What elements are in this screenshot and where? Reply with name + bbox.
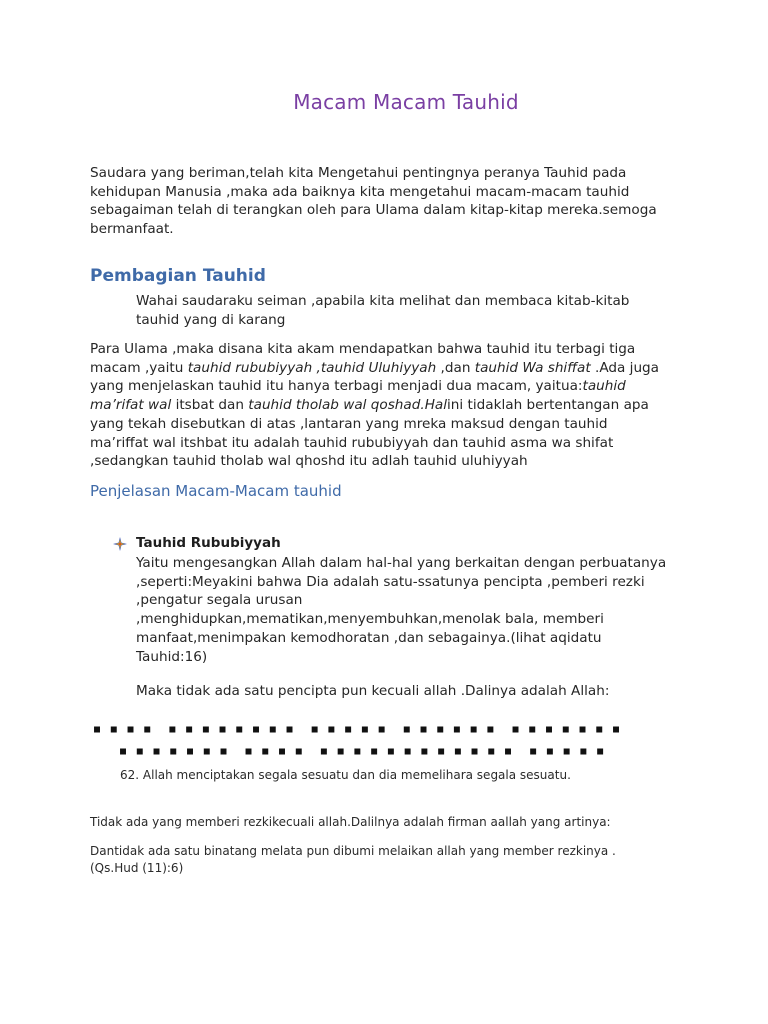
qs-hud-line: (Qs.Hud (11):6) [90, 861, 184, 875]
italic-span: ma’rifat wal [90, 397, 176, 414]
item-line: manfaat,menimpakan kemodhoratan ,dan sebagainya.(lihat aqidatu [136, 629, 602, 646]
item-line: ,seperti:Meyakini bahwa Dia adalah satu-ssatunya pencipta ,pemberi rezki [136, 573, 645, 590]
item-line: ,pengatur segala urusan [136, 592, 303, 609]
body-line [90, 377, 659, 396]
indented-paragraph [136, 292, 629, 329]
item-line: Tauhid:16) [136, 648, 208, 665]
body-line: Para Ulama ,maka disana kita akam mendapatkan bahwa tauhid itu terbagi tiga [90, 341, 636, 357]
item-line: Yaitu mengesangkan Allah dalam hal-hal yang berkaitan dengan perbuatanya [136, 555, 667, 571]
body-line: ma’riffat wal itshbat itu adalah tauhid rububiyyah dan tauhid asma wa shifat [90, 434, 614, 451]
document-title: Macam Macam Tauhid [293, 90, 519, 114]
intro-line: sebagaiman telah di terangkan oleh para Ulama dalam kitap-kitap mereka.semoga [90, 202, 657, 219]
arabic-verse-placeholder-line-2: ■ ■ ■ ■ ■ ■ ■ ■ ■ ■ ■ ■ ■ ■ ■ ■ ■ ■ ■ ■ ■ ■ ■ ■ ■ ■ ■ ■ [120, 746, 606, 757]
italic-span: tauhid tholab wal qoshad.Hal [248, 397, 448, 414]
text-span: ini tidaklah bertentangan apa [447, 397, 649, 414]
verse-translation: 62. Allah menciptakan segala sesuatu dan dia memelihara segala sesuatu. [120, 768, 571, 782]
rububiyyah-paragraph [136, 554, 666, 666]
text-span: ,dan [440, 359, 475, 376]
italic-span: tauhid rububiyyah ,tauhid Uluhiyyah [187, 359, 441, 376]
item-line: ,menghidupkan,mematikan,menyembuhkan,menolak bala, memberi [136, 611, 604, 628]
arabic-verse-placeholder-line-1: ■ ■ ■ ■ ■ ■ ■ ■ ■ ■ ■ ■ ■ ■ ■ ■ ■ ■ ■ ■ ■ ■ ■ ■ ■ ■ ■ ■ ■ ■ [94, 724, 622, 735]
star-bullet-icon [113, 536, 127, 555]
text-span: yang menjelaskan tauhid itu hanya terbagi menjadi dua macam, yaitua: [90, 378, 583, 395]
text-span: .Ada juga [595, 359, 660, 376]
pembagian-paragraph [90, 340, 659, 471]
body-line: ,sedangkan tauhid tholab wal qhoshd itu adlah tauhid uluhiyyah [90, 453, 528, 470]
italic-span: tauhid [582, 378, 626, 395]
intro-line: bermanfaat. [90, 221, 174, 238]
intro-line: Saudara yang beriman,telah kita Mengetahui pentingnya peranya Tauhid pada [90, 165, 627, 181]
item-title-tauhid-rububiyyah: Tauhid Rububiyyah [136, 535, 281, 551]
text-span: macam ,yaitu [90, 359, 188, 376]
intro-line: kehidupan Manusia ,maka ada baiknya kita mengetahui macam-macam tauhid [90, 183, 630, 200]
rezki-paragraph: Tidak ada yang memberi rezkikecuali allah.Dalilnya adalah firman aallah yang artinya: [90, 815, 611, 829]
dalil-line: Maka tidak ada satu pencipta pun kecuali allah .Dalinya adalah Allah: [136, 683, 610, 699]
intro-paragraph [90, 164, 657, 239]
qs-hud-paragraph [90, 843, 616, 877]
body-line [90, 359, 659, 378]
text-span: itsbat dan [175, 397, 249, 414]
indent-line: Wahai saudaraku seiman ,apabila kita melihat dan membaca kitab-kitab [136, 293, 630, 309]
qs-hud-line: Dantidak ada satu binatang melata pun dibumi melaikan allah yang member rezkinya . [90, 844, 616, 858]
body-line [90, 396, 659, 415]
indent-line: tauhid yang di karang [136, 311, 286, 328]
body-line: yang tekah disebutkan di atas ,lantaran yang mreka maksud dengan tauhid [90, 415, 608, 432]
section-heading-pembagian: Pembagian Tauhid [90, 266, 266, 286]
italic-span: tauhid Wa shiffat [474, 359, 595, 376]
section-heading-penjelasan: Penjelasan Macam-Macam tauhid [90, 482, 342, 500]
